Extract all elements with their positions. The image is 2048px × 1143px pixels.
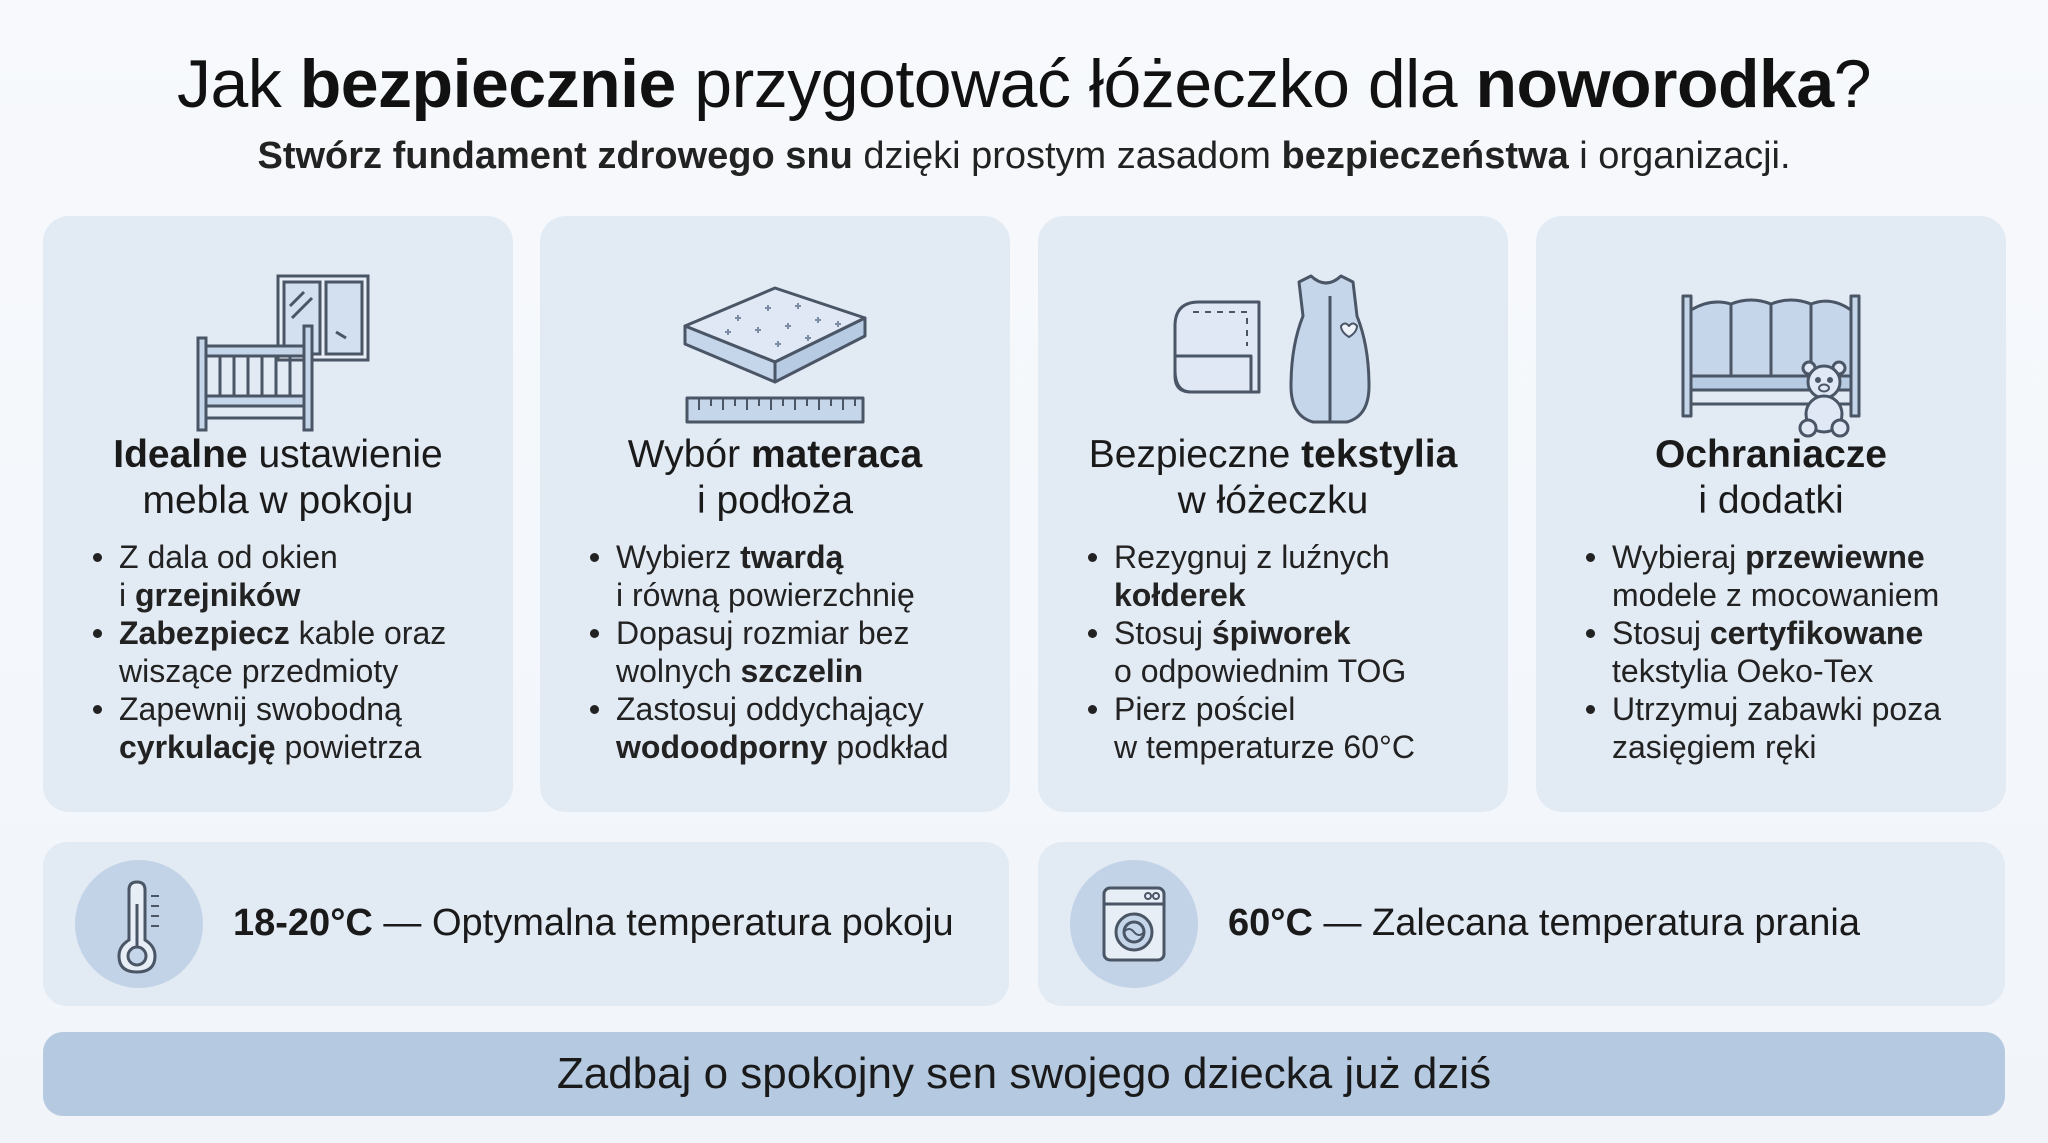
card-title-line-1: Bezpieczne tekstylia <box>1088 433 1458 476</box>
list-item: Zapewnij swobodną cyrkulację powietrza <box>91 690 501 766</box>
card-title-line-1: Ochraniacze <box>1655 433 1887 476</box>
list-item: Dopasuj rozmiar bez wolnych szczelin <box>588 614 998 690</box>
stat-washing-temperature <box>1038 842 2005 1006</box>
title-emphasis: bezpiecznie <box>299 46 676 122</box>
card-title-line-2: i dodatki <box>1698 479 1844 522</box>
stat-label: — Zalecana temperatura prania <box>1312 902 1860 944</box>
stat-room-temperature <box>43 842 1009 1006</box>
list-item: Z dala od okien i grzejników <box>91 538 501 614</box>
list-item: Stosuj śpiworek o odpowiednim TOG <box>1086 614 1496 690</box>
card-title-line-2: w łóżeczku <box>1177 479 1369 522</box>
list-item: Wybieraj przewiewne modele z mocowaniem <box>1584 538 1994 614</box>
subtitle-emphasis: bezpieczeństwa <box>1281 135 1569 177</box>
washing-machine-icon <box>1070 860 1198 988</box>
page-title <box>0 40 2048 128</box>
page-subtitle <box>0 128 2048 184</box>
title-part: ? <box>1833 46 1872 122</box>
stat-value: 60°C <box>1228 902 1313 944</box>
card-title <box>550 432 1000 524</box>
title-emphasis: noworodka <box>1475 46 1834 122</box>
list-item: Utrzymuj zabawki poza zasięgiem ręki <box>1584 690 1994 766</box>
title-part: Jak <box>176 46 300 122</box>
title-part: przygotować łóżeczko dla <box>675 46 1476 122</box>
list-item: Rezygnuj z luźnych kołderek <box>1086 538 1496 614</box>
stat-text <box>233 898 954 948</box>
card-textiles <box>1038 216 1508 812</box>
crib-window-icon <box>43 246 513 446</box>
card-bullet-list <box>588 538 998 766</box>
footer-banner: Zadbaj o spokojny sen swojego dziecka już dziś <box>43 1032 2005 1116</box>
list-item: Pierz pościel w temperaturze 60°C <box>1086 690 1496 766</box>
card-title-line-2: i podłoża <box>696 479 854 522</box>
stat-text <box>1228 898 1860 948</box>
list-item: Zabezpiecz kable oraz wiszące przedmioty <box>91 614 501 690</box>
card-bullet-list <box>91 538 501 766</box>
list-item: Stosuj certyfikowane tekstylia Oeko-Tex <box>1584 614 1994 690</box>
stat-value: 18-20°C <box>233 902 373 944</box>
card-furniture-placement <box>43 216 513 812</box>
card-title-line-1: Idealne ustawienie <box>113 433 443 476</box>
card-title-line-2: mebla w pokoju <box>142 479 414 522</box>
subtitle-part: i organizacji. <box>1568 135 1791 177</box>
card-bullet-list <box>1584 538 1994 766</box>
stat-label: — Optymalna temperatura pokoju <box>372 902 954 944</box>
thermometer-icon <box>75 860 203 988</box>
subtitle-emphasis: Stwórz fundament zdrowego snu <box>257 135 853 177</box>
card-bumpers <box>1536 216 2006 812</box>
card-title <box>53 432 503 524</box>
card-bullet-list <box>1086 538 1496 766</box>
card-title <box>1048 432 1498 524</box>
bumper-teddy-icon <box>1536 246 2006 446</box>
subtitle-part: dzięki prostym zasadom <box>852 135 1282 177</box>
list-item: Zastosuj oddychający wodoodporny podkład <box>588 690 998 766</box>
card-title-line-1: Wybór materaca <box>627 433 923 476</box>
card-mattress <box>540 216 1010 812</box>
blanket-sleeping-bag-icon <box>1038 246 1508 446</box>
card-title <box>1546 432 1996 524</box>
mattress-ruler-icon <box>540 246 1010 446</box>
list-item: Wybierz twardą i równą powierzchnię <box>588 538 998 614</box>
